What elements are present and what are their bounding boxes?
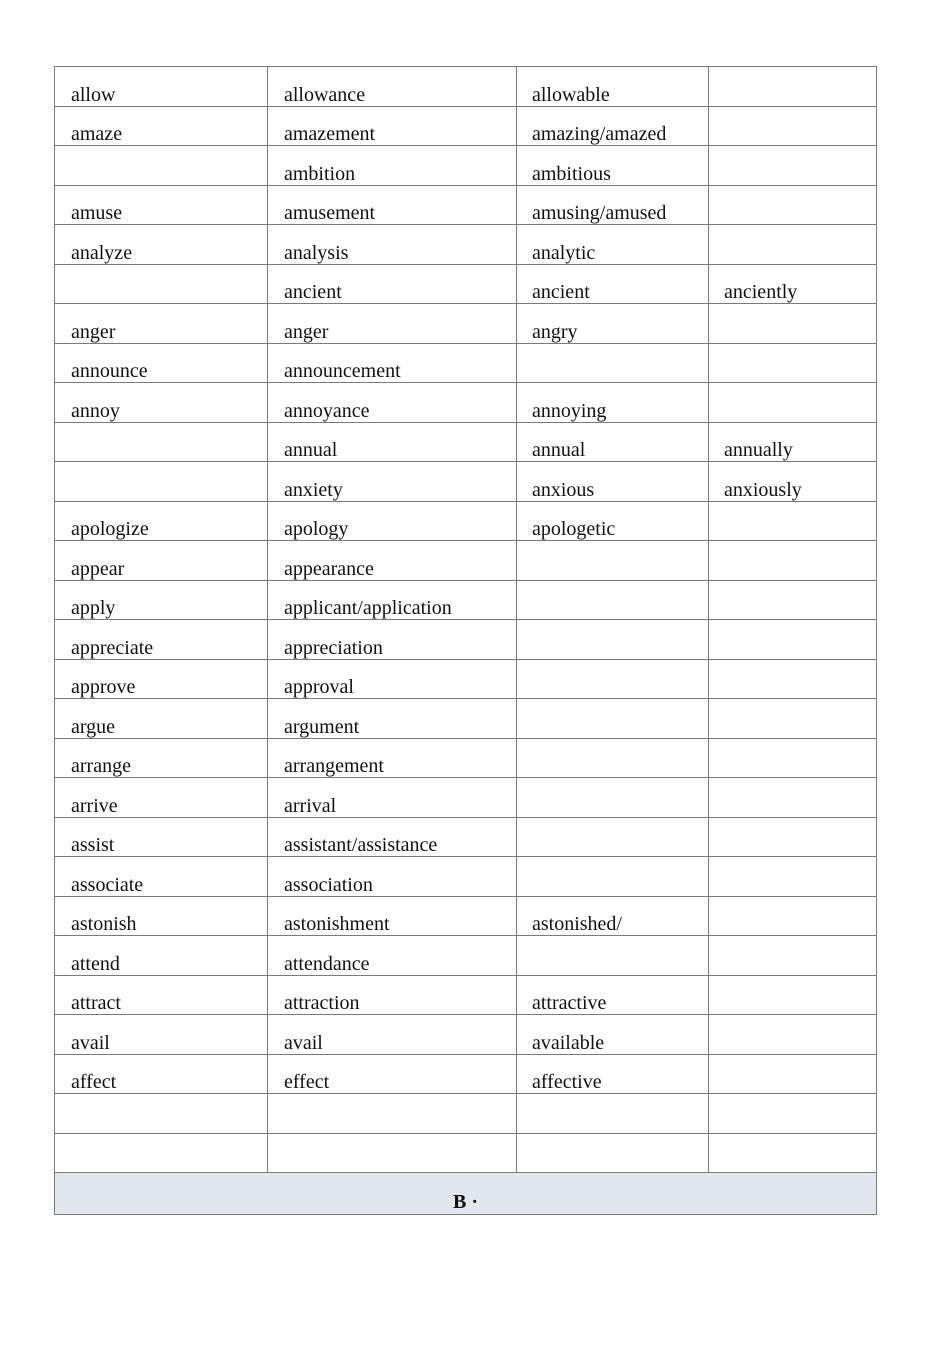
noun-cell (268, 225, 517, 265)
verb-text: approve (71, 676, 136, 698)
noun-cell (268, 422, 517, 462)
adjective-cell (517, 1054, 709, 1094)
adverb-cell (709, 1054, 877, 1094)
adverb-cell (709, 185, 877, 225)
adjective-text: ancient (532, 281, 590, 303)
adjective-cell (517, 580, 709, 620)
noun-text: apology (284, 518, 349, 540)
noun-text: ambition (284, 162, 356, 185)
table-row (55, 462, 877, 502)
table-body (55, 67, 877, 1215)
verb-cell (55, 699, 268, 739)
table-row (55, 896, 877, 936)
verb-cell (55, 896, 268, 936)
verb-text: astonish (71, 913, 137, 935)
noun-cell (268, 1133, 517, 1173)
adverb-cell (709, 817, 877, 857)
adjective-cell (517, 857, 709, 897)
adverb-cell (709, 699, 877, 739)
verb-cell (55, 975, 268, 1015)
verb-cell (55, 106, 268, 146)
table-row (55, 304, 877, 344)
table-row (55, 620, 877, 660)
adverb-cell (709, 422, 877, 462)
noun-text: appreciation (284, 636, 383, 659)
adverb-text: anciently (724, 281, 798, 303)
table-row (55, 936, 877, 976)
table-row (55, 1094, 877, 1134)
adjective-text: amusing/amused (532, 202, 667, 224)
verb-cell (55, 817, 268, 857)
adjective-cell (517, 304, 709, 344)
verb-cell (55, 383, 268, 423)
verb-cell (55, 462, 268, 502)
noun-cell (268, 106, 517, 146)
noun-cell (268, 896, 517, 936)
verb-text: amaze (71, 123, 123, 145)
table-row (55, 541, 877, 581)
noun-cell (268, 264, 517, 304)
adverb-cell (709, 896, 877, 936)
noun-cell (268, 383, 517, 423)
verb-text: argue (71, 715, 116, 738)
verb-text: appreciate (71, 636, 154, 659)
adverb-cell (709, 1094, 877, 1134)
adjective-cell (517, 817, 709, 857)
adjective-text: attractive (532, 992, 607, 1014)
verb-text: appear (71, 557, 125, 580)
adverb-cell (709, 383, 877, 423)
verb-text: apply (71, 597, 116, 619)
noun-text: approval (284, 676, 354, 698)
noun-cell (268, 817, 517, 857)
adjective-cell (517, 659, 709, 699)
adverb-cell (709, 659, 877, 699)
noun-cell (268, 580, 517, 620)
verb-cell (55, 738, 268, 778)
noun-cell (268, 738, 517, 778)
adjective-cell (517, 778, 709, 818)
noun-cell (268, 778, 517, 818)
noun-text: allowance (284, 83, 366, 106)
verb-cell (55, 225, 268, 265)
adjective-text: amazing/amazed (532, 123, 667, 145)
table-row (55, 699, 877, 739)
adjective-text: affective (532, 1071, 602, 1093)
adjective-cell (517, 106, 709, 146)
adverb-cell (709, 264, 877, 304)
verb-cell (55, 304, 268, 344)
verb-cell (55, 67, 268, 107)
noun-text: appearance (284, 557, 374, 580)
adverb-cell (709, 225, 877, 265)
table-row (55, 422, 877, 462)
table-row (55, 106, 877, 146)
verb-text: avail (71, 1031, 110, 1054)
adjective-cell (517, 1094, 709, 1134)
adverb-cell (709, 975, 877, 1015)
adverb-cell (709, 304, 877, 344)
noun-cell (268, 462, 517, 502)
verb-cell (55, 580, 268, 620)
verb-cell (55, 541, 268, 581)
noun-cell (268, 67, 517, 107)
noun-text: avail (284, 1031, 323, 1054)
adjective-text: anxious (532, 478, 595, 501)
noun-text: attendance (284, 952, 370, 975)
noun-text: arrangement (284, 755, 384, 777)
verb-cell (55, 1015, 268, 1055)
noun-text: announcement (284, 360, 401, 382)
verb-cell (55, 620, 268, 660)
verb-text: arrive (71, 794, 118, 817)
noun-text: astonishment (284, 913, 390, 935)
verb-text: anger (71, 320, 116, 343)
adverb-text: anxiously (724, 478, 802, 501)
adverb-cell (709, 146, 877, 186)
verb-text: analyze (71, 241, 133, 264)
table-row (55, 185, 877, 225)
adjective-cell (517, 185, 709, 225)
noun-cell (268, 501, 517, 541)
adjective-text: apologetic (532, 518, 616, 540)
adjective-cell (517, 936, 709, 976)
noun-cell (268, 975, 517, 1015)
section-header-row (55, 1173, 877, 1215)
adjective-text: allowable (532, 83, 610, 106)
table-row (55, 1133, 877, 1173)
verb-cell (55, 343, 268, 383)
noun-cell (268, 699, 517, 739)
noun-text: assistant/assistance (284, 834, 438, 856)
adverb-cell (709, 67, 877, 107)
adjective-cell (517, 501, 709, 541)
noun-text: amusement (284, 202, 376, 224)
noun-cell (268, 1054, 517, 1094)
table-row (55, 1015, 877, 1055)
adjective-cell (517, 896, 709, 936)
table-row (55, 975, 877, 1015)
adjective-text: available (532, 1031, 605, 1054)
table-row (55, 778, 877, 818)
verb-cell (55, 422, 268, 462)
table-row (55, 343, 877, 383)
verb-text: affect (71, 1071, 117, 1093)
noun-cell (268, 1094, 517, 1134)
verb-cell (55, 778, 268, 818)
adjective-cell (517, 738, 709, 778)
noun-cell (268, 659, 517, 699)
verb-text: arrange (71, 755, 131, 777)
verb-cell (55, 264, 268, 304)
adjective-cell (517, 146, 709, 186)
verb-text: associate (71, 873, 144, 896)
noun-text: ancient (284, 281, 342, 303)
adjective-cell (517, 975, 709, 1015)
noun-text: anxiety (284, 478, 343, 501)
verb-text: attend (71, 952, 120, 975)
adverb-cell (709, 1133, 877, 1173)
adverb-text: annually (724, 439, 793, 461)
adverb-cell (709, 620, 877, 660)
adverb-cell (709, 857, 877, 897)
verb-cell (55, 146, 268, 186)
noun-cell (268, 185, 517, 225)
adverb-cell (709, 501, 877, 541)
verb-text: assist (71, 834, 115, 856)
adjective-cell (517, 462, 709, 502)
noun-cell (268, 1015, 517, 1055)
noun-text: amazement (284, 123, 376, 145)
table-row (55, 501, 877, 541)
verb-text: allow (71, 83, 116, 106)
verb-cell (55, 1133, 268, 1173)
adjective-cell (517, 620, 709, 660)
noun-text: applicant/application (284, 597, 452, 619)
adjective-cell (517, 1015, 709, 1055)
adjective-text: astonished/ (532, 913, 622, 935)
adverb-cell (709, 343, 877, 383)
verb-cell (55, 1054, 268, 1094)
table-row (55, 817, 877, 857)
verb-text: announce (71, 360, 148, 382)
verb-text: amuse (71, 202, 123, 224)
noun-text: argument (284, 715, 360, 738)
noun-text: effect (284, 1071, 330, 1093)
adjective-cell (517, 264, 709, 304)
adjective-cell (517, 343, 709, 383)
adjective-cell (517, 225, 709, 265)
table-row (55, 1054, 877, 1094)
section-header-label: B · (452, 1191, 478, 1213)
noun-cell (268, 343, 517, 383)
verb-text: apologize (71, 518, 149, 540)
table-row (55, 146, 877, 186)
noun-cell (268, 304, 517, 344)
noun-cell (268, 857, 517, 897)
adverb-cell (709, 738, 877, 778)
adjective-cell (517, 422, 709, 462)
adjective-cell (517, 383, 709, 423)
noun-text: association (284, 873, 373, 896)
adjective-cell (517, 699, 709, 739)
word-forms-table (54, 66, 877, 1215)
noun-text: attraction (284, 992, 360, 1014)
adjective-text: annual (532, 439, 586, 461)
noun-cell (268, 541, 517, 581)
noun-text: anger (284, 320, 329, 343)
table-row (55, 857, 877, 897)
noun-text: analysis (284, 241, 349, 264)
verb-text: annoy (71, 399, 120, 422)
noun-cell (268, 620, 517, 660)
adjective-text: annoying (532, 399, 607, 422)
adjective-text: analytic (532, 241, 596, 264)
section-header-cell (55, 1173, 877, 1215)
adjective-text: ambitious (532, 162, 611, 185)
table-row (55, 580, 877, 620)
table-row (55, 264, 877, 304)
noun-cell (268, 936, 517, 976)
verb-cell (55, 857, 268, 897)
verb-cell (55, 185, 268, 225)
noun-cell (268, 146, 517, 186)
adverb-cell (709, 936, 877, 976)
verb-cell (55, 659, 268, 699)
adverb-cell (709, 778, 877, 818)
adverb-cell (709, 541, 877, 581)
table-row (55, 738, 877, 778)
verb-text: attract (71, 992, 121, 1014)
adjective-cell (517, 67, 709, 107)
adverb-cell (709, 106, 877, 146)
adverb-cell (709, 462, 877, 502)
adjective-cell (517, 1133, 709, 1173)
table-row (55, 67, 877, 107)
table-row (55, 225, 877, 265)
adjective-cell (517, 541, 709, 581)
verb-cell (55, 501, 268, 541)
adverb-cell (709, 580, 877, 620)
adjective-text: angry (532, 320, 578, 343)
adverb-cell (709, 1015, 877, 1055)
table-row (55, 659, 877, 699)
noun-text: annual (284, 439, 338, 461)
verb-cell (55, 1094, 268, 1134)
verb-cell (55, 936, 268, 976)
noun-text: arrival (284, 794, 337, 817)
table-row (55, 383, 877, 423)
noun-text: annoyance (284, 399, 370, 422)
